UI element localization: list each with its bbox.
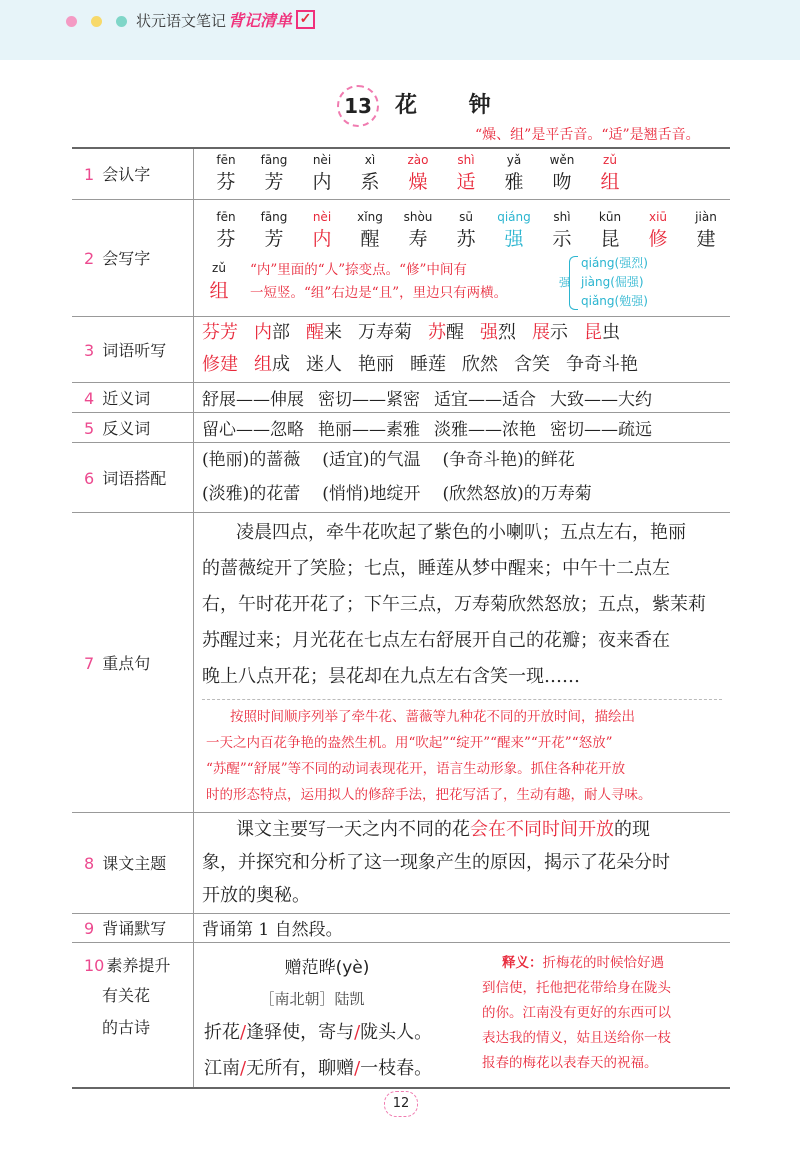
- word-part: 苏: [428, 322, 446, 343]
- row-dictation: [72, 316, 730, 382]
- slash-mark: /: [354, 1057, 361, 1079]
- word-part: 醒: [306, 322, 324, 343]
- row-collocation: [72, 442, 730, 512]
- word-part: 虫: [602, 322, 620, 343]
- qiang-readings: 强 qiáng(强烈) jiàng(倔强) qiǎng(勉强): [559, 254, 699, 312]
- pinyin: xǐng: [357, 210, 383, 224]
- explanation-text: 报春的梅花以表春天的祝福。: [482, 1054, 658, 1071]
- sentence-line: 的蔷薇绽开了笑脸；七点，睡莲从梦中醒来；中午十二点左: [202, 557, 670, 579]
- word-part: 欣然: [462, 354, 498, 375]
- word-part: 展: [532, 322, 550, 343]
- row-recognize-chars: [72, 148, 730, 199]
- character: 雅: [504, 171, 524, 194]
- pinyin: kūn: [598, 210, 622, 224]
- row-label: 7 重点句: [72, 512, 194, 812]
- collocation: (悄悄)地绽开: [322, 484, 421, 504]
- character: 苏: [456, 228, 476, 250]
- row-label: 10 素养提升 有关花 的古诗: [72, 942, 194, 1088]
- pinyin: sū: [459, 210, 473, 224]
- checkbox-icon: ✓: [296, 10, 315, 29]
- pronunciation-note: “燥、组”是平舌音。“适”是翘舌音。: [475, 127, 700, 143]
- character: 内: [312, 228, 332, 250]
- row-label: 2 会写字: [72, 199, 194, 316]
- word-part: 示: [550, 322, 568, 343]
- theme-content: 课文主要写一天之内不同的花会在不同时间开放的现 象，并探究和分析了这一现象产生的原因，揭示了花朵分时 开放的奥秘。: [194, 812, 731, 913]
- explanation-line: [482, 951, 728, 976]
- pinyin: shì: [457, 153, 475, 168]
- word-part: 迷人: [306, 354, 342, 375]
- collocation: (艳丽)的蔷薇: [202, 450, 301, 470]
- collocation: (争奇斗艳)的鲜花: [442, 450, 575, 470]
- poem-phrase: 一枝春。: [360, 1057, 433, 1079]
- dictation-word: [254, 322, 290, 343]
- pinyin: jiàn: [695, 210, 717, 224]
- lesson-number: 13: [337, 85, 379, 127]
- char-zu: 组: [209, 280, 229, 302]
- slash-mark: /: [240, 1021, 247, 1043]
- qiang-reading: qiǎng(勉强): [581, 293, 648, 308]
- dot-yellow-icon: [91, 16, 102, 27]
- dictation-word: [306, 354, 342, 375]
- character: 寿: [408, 228, 428, 250]
- dictation-word: [566, 354, 638, 375]
- row-label: 1 会认字: [72, 148, 194, 199]
- pinyin: zào: [407, 153, 429, 168]
- character: 醒: [360, 228, 380, 250]
- collocation: (欣然怒放)的万寿菊: [442, 484, 592, 504]
- sentence-line: 苏醒过来；月光花在七点左右舒展开自己的花瓣；夜来香在: [202, 629, 670, 651]
- dictation-word: [462, 354, 498, 375]
- pinyin: nèi: [312, 153, 332, 168]
- word-part: 组: [254, 354, 272, 375]
- dictation-word: [532, 322, 568, 343]
- word-part: 争奇斗艳: [566, 354, 638, 375]
- slash-mark: /: [354, 1021, 361, 1043]
- word-pair: 艳丽——素雅: [318, 419, 420, 440]
- sentence-line: 晚上八点开花；昙花却在九点左右含笑一现……: [202, 665, 580, 687]
- pinyin: fēn: [216, 210, 236, 224]
- row-recitation: [72, 913, 730, 942]
- poem-phrase: 无所有，聊赠: [246, 1057, 355, 1079]
- word-part: 成: [272, 354, 290, 375]
- character: 昆: [600, 228, 620, 250]
- qiang-reading: jiàng(倔强): [581, 274, 644, 289]
- character: 内: [312, 171, 332, 194]
- word-pair: 大致——大约: [550, 389, 652, 410]
- qiang-reading: qiáng(强烈): [581, 255, 648, 270]
- pinyin: fāng: [260, 210, 288, 224]
- character: 示: [552, 228, 572, 250]
- row-key-sentences: [72, 512, 730, 812]
- word-part: 内: [254, 322, 272, 343]
- word-part: 昆: [584, 322, 602, 343]
- dot-pink-icon: [66, 16, 77, 27]
- collocation: (适宜)的气温: [322, 450, 421, 470]
- word-pair: 淡雅——浓艳: [434, 419, 536, 440]
- synonyms-content: [194, 382, 731, 412]
- row-antonyms: [72, 412, 730, 442]
- character: 芬: [216, 228, 236, 250]
- sentence-line: 右，午时花开花了；下午三点，万寿菊欣然怒放；五点，紫茉莉: [202, 593, 706, 615]
- dictation-word: [584, 322, 620, 343]
- explanation-line: [482, 976, 728, 1001]
- dictation-word: [410, 354, 446, 375]
- word-part: 含笑: [514, 354, 550, 375]
- explanation-line: [482, 1001, 728, 1026]
- word-part: 来: [324, 322, 342, 343]
- row-theme: [72, 812, 730, 913]
- poem-phrase: 陇头人。: [360, 1021, 433, 1043]
- dictation-word: [202, 322, 238, 343]
- dictation-word: [358, 322, 412, 343]
- word-pair: 密切——疏远: [550, 419, 652, 440]
- row-write-chars: [72, 199, 730, 316]
- row-label: 5 反义词: [72, 412, 194, 442]
- character: 强: [504, 228, 524, 250]
- pinyin: fēn: [216, 153, 236, 168]
- write-note-line2: 一短竖。“组”右边是“且”，里边只有两横。: [250, 285, 508, 301]
- explanation-line: [482, 1051, 728, 1076]
- character: 芳: [264, 228, 284, 250]
- character: 适: [456, 171, 476, 194]
- character: 吻: [552, 171, 572, 194]
- dictation-word: [480, 322, 516, 343]
- page-number: 12: [384, 1091, 418, 1117]
- row-label: 4 近义词: [72, 382, 194, 412]
- pinyin: qiáng: [497, 210, 531, 224]
- word-part: 修建: [202, 354, 238, 375]
- word-pair: 留心——忽略: [202, 419, 304, 440]
- explanation-line: [482, 1026, 728, 1051]
- row-label: 8 课文主题: [72, 812, 194, 913]
- explanation-text: 折梅花的时候恰好遇: [542, 954, 664, 971]
- write-note-line1: “内”里面的“人”捺变点。“修”中间有: [250, 262, 467, 278]
- poem-phrase: 江南: [204, 1057, 240, 1079]
- literacy-content: [194, 942, 731, 1088]
- pinyin: xiū: [648, 210, 668, 224]
- collocation-content: [194, 442, 731, 512]
- character: 建: [696, 228, 716, 250]
- sentence-line: 凌晨四点，牵牛花吹起了紫色的小喇叭；五点左右，艳丽: [236, 521, 686, 543]
- dictation-word: [306, 322, 342, 343]
- dictation-word: [358, 354, 394, 375]
- word-part: 芬芳: [202, 322, 238, 343]
- slash-mark: /: [240, 1057, 247, 1079]
- character: 组: [600, 171, 620, 194]
- pinyin: zǔ: [603, 153, 617, 168]
- row-label: 6 词语搭配: [72, 442, 194, 512]
- collocation: (淡雅)的花蕾: [202, 484, 301, 504]
- word-part: 睡莲: [410, 354, 446, 375]
- character: 芬: [216, 171, 236, 194]
- poem-title: 赠范晔(yè): [284, 957, 370, 978]
- explanation-text: 的你。江南没有更好的东西可以: [482, 1004, 671, 1021]
- section-tag: 背记清单: [228, 11, 293, 30]
- analysis-line: 按照时间顺序列举了牵牛花、蔷薇等九种花不同的开放时间，描绘出: [230, 708, 635, 725]
- character: 燥: [408, 171, 428, 194]
- key-sentences-content: [194, 512, 731, 812]
- poem-author: ［南北朝］陆凯: [259, 989, 365, 1008]
- header-bar: [0, 0, 800, 60]
- pinyin: shì: [553, 210, 571, 224]
- row-label: 3 词语听写: [72, 316, 194, 382]
- pinyin: nèi: [312, 210, 332, 224]
- recitation-content: 背诵第 1 自然段。: [194, 913, 731, 942]
- explanation-label: 释义：: [502, 954, 543, 971]
- row-literacy: [72, 942, 730, 1088]
- character: 芳: [264, 171, 284, 194]
- character: 修: [648, 228, 668, 250]
- word-pair: 舒展——伸展: [202, 389, 304, 410]
- poem-phrase: 折花: [204, 1021, 240, 1043]
- dictation-word: [202, 354, 238, 375]
- pinyin: shòu: [403, 210, 433, 224]
- word-part: 强: [480, 322, 498, 343]
- word-pair: 适宜——适合: [434, 389, 536, 410]
- lesson-title: 花 钟: [395, 93, 513, 118]
- word-part: 艳丽: [358, 354, 394, 375]
- pinyin: yǎ: [506, 153, 522, 168]
- word-part: 醒: [446, 322, 464, 343]
- pinyin: fāng: [260, 153, 288, 168]
- row-synonyms: [72, 382, 730, 412]
- explanation-text: 到信使，托他把花带给身在陇头: [482, 979, 671, 996]
- notes-table: [72, 147, 730, 1089]
- antonyms-content: [194, 412, 731, 442]
- explanation-text: 表达我的情义，姑且送给你一枝: [482, 1029, 671, 1046]
- dictation-word: [514, 354, 550, 375]
- analysis-line: 一天之内百花争艳的盎然生机。用“吹起”“绽开”“醒来”“开花”“怒放”: [206, 734, 613, 751]
- analysis-line: “苏醒”“舒展”等不同的动词表现花开，语言生动形象。抓住各种花开放: [206, 760, 626, 777]
- row-label: 9 背诵默写: [72, 913, 194, 942]
- analysis-line: 时的形态特点，运用拟人的修辞手法，把花写活了，生动有趣，耐人寻味。: [206, 786, 652, 803]
- book-title: 状元语文笔记: [136, 12, 227, 30]
- pinyin: xì: [364, 153, 376, 168]
- dictation-word: [428, 322, 464, 343]
- word-part: 部: [272, 322, 290, 343]
- dot-teal-icon: [116, 16, 127, 27]
- word-part: 烈: [498, 322, 516, 343]
- write-chars-content: fēn fāng nèi xǐng shòu sū qiáng shì kūn xiū jiàn 芬 芳 内 醒 寿 苏 强 示 昆 修 建 zǔ 组 “内”里面的“人”捺变点。“修”中间有 一短竖。“组”右边是“且”，里边只有两横。 强 qiáng(强烈) jiàng(倔强) qiǎng(勉强): [194, 199, 731, 316]
- character: 系: [360, 171, 380, 194]
- dictation-content: [194, 316, 731, 382]
- pinyin: wěn: [549, 153, 575, 168]
- recognize-chars-content: [194, 148, 731, 199]
- word-pair: 密切——紧密: [318, 389, 420, 410]
- dictation-word: [254, 354, 290, 375]
- poem-phrase: 逢驿使，寄与: [246, 1021, 355, 1043]
- theme-highlight: 会在不同时间开放: [470, 819, 614, 840]
- word-part: 万寿菊: [358, 322, 412, 343]
